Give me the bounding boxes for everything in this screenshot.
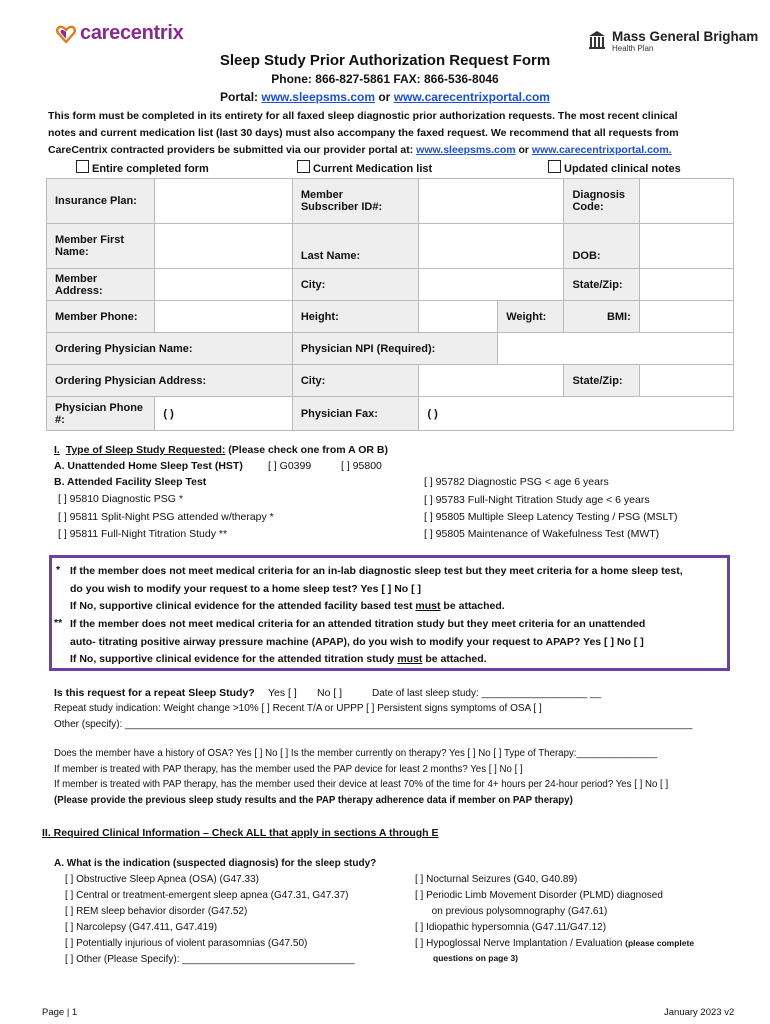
bmi-field[interactable] [639,301,733,333]
notice-line3-a: If No, supportive clinical evidence for the attended facility based test [70,600,416,612]
checkbox[interactable] [548,160,561,173]
indication-osa[interactable]: [ ] Obstructive Sleep Apnea (OSA) (G47.33) [65,874,259,885]
indication-central[interactable]: [ ] Central or treatment-emergent sleep apnea (G47.31, G47.37) [65,890,349,901]
indication-plmd[interactable]: [ ] Periodic Limb Movement Disorder (PLMD) diagnosed [415,890,663,901]
intro-link-sleepsms[interactable]: www.sleepsms.com [416,144,516,156]
intro-line-2: notes and current medication list (last 30 days) must also accompany the faxed request. We recommend that all requests from [48,127,679,139]
hypoglossal-label: [ ] Hypoglossal Nerve Implantation / Evaluation [415,938,626,949]
checklist-label: Entire completed form [92,163,209,175]
ordering-physician-name-label: Ordering Physician Name: [47,333,293,365]
last-name-field[interactable] [419,224,564,269]
history-line3[interactable]: If member is treated with PAP therapy, has the member used their device at least 70% of the time for 4+ hours per 24-hour period? Yes [ ] No [ ] [54,779,669,790]
checklist-label: Updated clinical notes [564,163,681,175]
npi-field[interactable] [498,333,734,365]
section2-heading: II. Required Clinical Information – Check ALL that apply in sections A through E [42,827,439,839]
page-number: Page | 1 [42,1007,78,1018]
mgb-sub: Health Plan [612,44,654,53]
city2-field[interactable] [419,365,564,397]
diagnosis-code-label: Diagnosis Code: [564,179,639,224]
npi-label: Physician NPI (Required): [292,333,497,365]
section1-num: I. [54,444,60,456]
indication-narcolepsy[interactable]: [ ] Narcolepsy (G47.411, G47.419) [65,922,218,933]
option-a-95800[interactable]: [ ] 95800 [341,460,382,472]
city-field[interactable] [419,269,564,301]
physician-fax-label: Physician Fax: [292,397,419,431]
history-line2[interactable]: If member is treated with PAP therapy, has the member used the PAP device for least 2 months? Yes [ ] No [ ] [54,764,523,775]
member-info-table [46,178,734,431]
state-zip2-label: State/Zip: [564,365,639,397]
height-label: Height: [292,301,419,333]
intro-or: or [518,144,529,156]
page-title: Sleep Study Prior Authorization Request Form [219,52,551,69]
notice-line6-a: If No, supportive clinical evidence for the attended titration study [70,653,398,665]
member-phone-field[interactable] [155,301,292,333]
notice-line2: do you wish to modify your request to a home sleep test? Yes [ ] No [ ] [70,583,422,595]
history-line4: (Please provide the previous sleep study results and the PAP therapy adherence data if member on PAP therapy) [54,795,573,806]
option-95810[interactable]: [ ] 95810 Diagnostic PSG * [58,493,183,505]
checklist-item-notes[interactable] [548,160,681,175]
portal-line [0,90,770,104]
city-label: City: [292,269,419,301]
notice-line3 [70,600,505,612]
notice-line1: If the member does not meet medical criteria for an in-lab diagnostic sleep test but they meet criteria for a home sleep test, [70,565,683,577]
section2-a-question: A. What is the indication (suspected diagnosis) for the sleep study? [54,858,377,869]
bmi-label: BMI: [564,301,639,333]
brand-name: carecentrix [80,22,184,44]
form-version: January 2023 v2 [664,1007,735,1018]
checkbox[interactable] [297,160,310,173]
notice-star1: * [56,564,61,576]
last-study-date[interactable]: Date of last sleep study: ___________________ __ [372,688,602,699]
section1-title: Type of Sleep Study Requested: [65,444,226,456]
history-line1[interactable]: Does the member have a history of OSA? Yes [ ] No [ ] Is the member currently on therapy? Yes [ ] No [ ] Type of Therapy:_______________ [54,748,658,759]
notice-line6 [70,653,487,665]
address-label: Member Address: [47,269,155,301]
repeat-question: Is this request for a repeat Sleep Study? [54,687,255,699]
city2-label: City: [292,365,419,397]
last-name-label: Last Name: [292,224,419,269]
repeat-other[interactable]: Other (specify): ______________________________________________________________________________________________________ [54,719,693,730]
diagnosis-code-field[interactable] [639,179,733,224]
indication-other[interactable]: [ ] Other (Please Specify): _______________________________ [65,954,355,965]
state-zip-label: State/Zip: [564,269,639,301]
mgb-logo [588,30,758,53]
notice-must: must [415,600,441,612]
height-field[interactable] [419,301,498,333]
checklist-label: Current Medication list [313,163,433,175]
repeat-yes[interactable]: Yes [ ] [268,687,297,699]
option-95811-full[interactable]: [ ] 95811 Full-Night Titration Study ** [58,528,228,540]
portal-prefix: Portal: [220,90,259,104]
option-95805-mslt[interactable]: [ ] 95805 Multiple Sleep Latency Testing / PSG (MSLT) [424,511,678,523]
option-95783[interactable]: [ ] 95783 Full-Night Titration Study age < 6 years [424,494,650,506]
option-95811-split[interactable]: [ ] 95811 Split-Night PSG attended w/therapy * [58,511,274,523]
hypoglossal-note: (please complete [625,938,695,948]
physician-fax-field[interactable]: ( ) [419,397,734,431]
dob-label: DOB: [564,224,639,269]
option-95805-mwt[interactable]: [ ] 95805 Maintenance of Wakefulness Test (MWT) [424,528,660,540]
checklist-item-form[interactable] [76,160,209,175]
option-b-label: B. Attended Facility Sleep Test [54,476,207,488]
checkbox[interactable] [76,160,89,173]
option-a-g0399[interactable]: [ ] G0399 [268,460,312,472]
indication-rem[interactable]: [ ] REM sleep behavior disorder (G47.52) [65,906,248,917]
ordering-physician-address-label: Ordering Physician Address: [47,365,293,397]
notice-line4: If the member does not meet medical criteria for an attended titration study but they meet criteria for an unattended [70,618,646,630]
state-zip-field[interactable] [639,269,733,301]
building-icon [588,30,606,50]
phone-line: Phone: 866-827-5861 FAX: 866-536-8046 [271,72,499,86]
address-field[interactable] [155,269,292,301]
section1-note: (Please check one from A OR B) [225,444,388,456]
state-zip2-field[interactable] [639,365,733,397]
option-95782[interactable]: [ ] 95782 Diagnostic PSG < age 6 years [424,476,609,488]
weight-label: Weight: [498,301,564,333]
notice-star2: ** [54,617,63,629]
insurance-plan-field[interactable] [155,179,292,224]
indication-parasomnias[interactable]: [ ] Potentially injurious of violent parasomnias (G47.50) [65,938,308,949]
intro-line-3 [48,142,672,159]
notice-must2: must [397,653,423,665]
notice-line5: auto- titrating positive airway pressure machine (APAP), do you wish to modify your request to APAP? Yes [ ] No [ ] [70,636,644,648]
option-a-label: A. Unattended Home Sleep Test (HST) [54,460,243,472]
first-name-field[interactable] [155,224,292,269]
physician-phone-field[interactable]: ( ) [155,397,292,431]
section1-heading [54,444,388,456]
notice-line6-c: be attached. [422,653,487,665]
portal-link-sleepsms[interactable]: www.sleepsms.com [261,90,375,104]
portal-link-carecentrix[interactable]: www.carecentrixportal.com [393,90,550,104]
subscriber-id-label: Member Subscriber ID#: [292,179,419,224]
intro-line3-prefix: CareCentrix contracted providers be submitted via our provider portal at: [48,144,414,156]
intro-link-carecentrix[interactable]: www.carecentrixportal.com. [531,144,672,156]
repeat-indication[interactable]: Repeat study indication: Weight change >10% [ ] Recent T/A or UPPP [ ] Persistent signs symptoms of OSA [ ] [54,703,542,714]
repeat-no[interactable]: No [ ] [317,687,343,699]
mgb-name: Mass General Brigham [612,29,759,44]
checklist-item-medication[interactable] [297,160,432,175]
intro-line-1: This form must be completed in its entirety for all faxed sleep diagnostic prior authorization requests. The most recent clinical [48,110,678,122]
portal-or: or [378,90,391,104]
insurance-plan-label: Insurance Plan: [47,179,155,224]
hypoglossal-note2: questions on page 3) [433,953,519,963]
dob-field[interactable] [639,224,733,269]
indication-seizures[interactable]: [ ] Nocturnal Seizures (G40, G40.89) [415,874,578,885]
subscriber-id-field[interactable] [419,179,564,224]
indication-hypersomnia[interactable]: [ ] Idiopathic hypersomnia (G47.11/G47.12) [415,922,607,933]
heart-icon [56,24,76,44]
physician-phone-label: Physician Phone #: [47,397,155,431]
member-phone-label: Member Phone: [47,301,155,333]
indication-hypoglossal[interactable] [415,938,694,949]
first-name-label: Member First Name: [47,224,155,269]
indication-plmd-cont: on previous polysomnography (G47.61) [415,906,608,917]
notice-line3-c: be attached. [440,600,505,612]
carecentrix-logo [56,22,183,45]
